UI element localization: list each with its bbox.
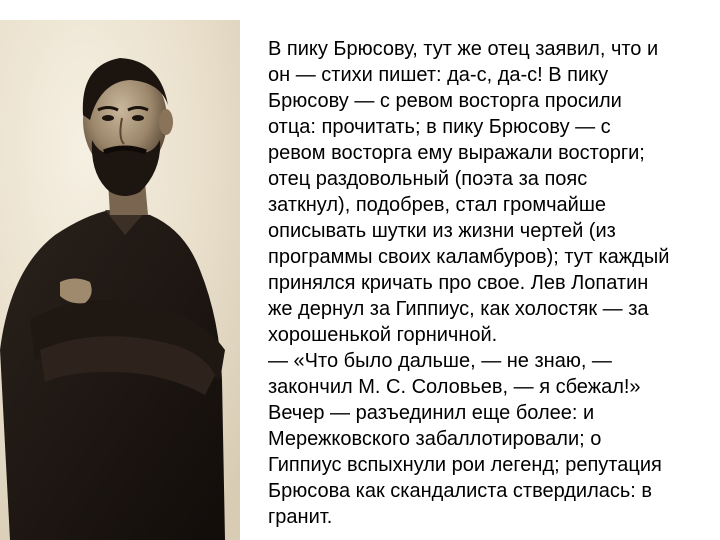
portrait-image — [0, 20, 240, 540]
text-line-5: ревом восторга ему выражали восторги; — [268, 142, 645, 164]
text-line-17: Гиппиус вспыхнули рои легенд; репутация — [268, 454, 662, 476]
text-line-3: Брюсову — с ревом восторга просили — [268, 90, 622, 112]
text-line-6: отец раздовольный (поэта за пояс — [268, 168, 588, 190]
text-line-9: программы своих каламбуров); тут каждый — [268, 246, 670, 268]
text-line-16: Мережковского забаллотировали; о — [268, 428, 602, 450]
text-line-4: отца: прочитать; в пику Брюсову — с — [268, 116, 611, 138]
text-line-18: Брюсова как скандалиста ствердилась: в — [268, 480, 653, 502]
text-line-1: В пику Брюсову, тут же отец заявил, что и — [268, 38, 659, 60]
text-line-8: описывать шутки из жизни чертей (из — [268, 220, 616, 242]
text-line-11: же дернул за Гиппиус, как холостяк — за — [268, 298, 649, 320]
text-line-14: закончил М. С. Соловьев, — я сбежал!» — [268, 376, 641, 398]
text-line-2: он — стихи пишет: да-с, да-с! В пику — [268, 64, 609, 86]
portrait-photo — [0, 20, 240, 540]
text-line-15: Вечер — разъединил еще более: и — [268, 402, 595, 424]
text-line-13: — «Что было дальше, — не знаю, — — [268, 350, 612, 372]
text-line-10: принялся кричать про свое. Лев Лопатин — [268, 272, 649, 294]
text-line-19: гранит. — [268, 506, 333, 528]
text-line-12: хорошенькой горничной. — [268, 324, 498, 346]
quote-text — [268, 36, 713, 530]
text-line-7: заткнул), подобрев, стал громчайше — [268, 194, 607, 216]
